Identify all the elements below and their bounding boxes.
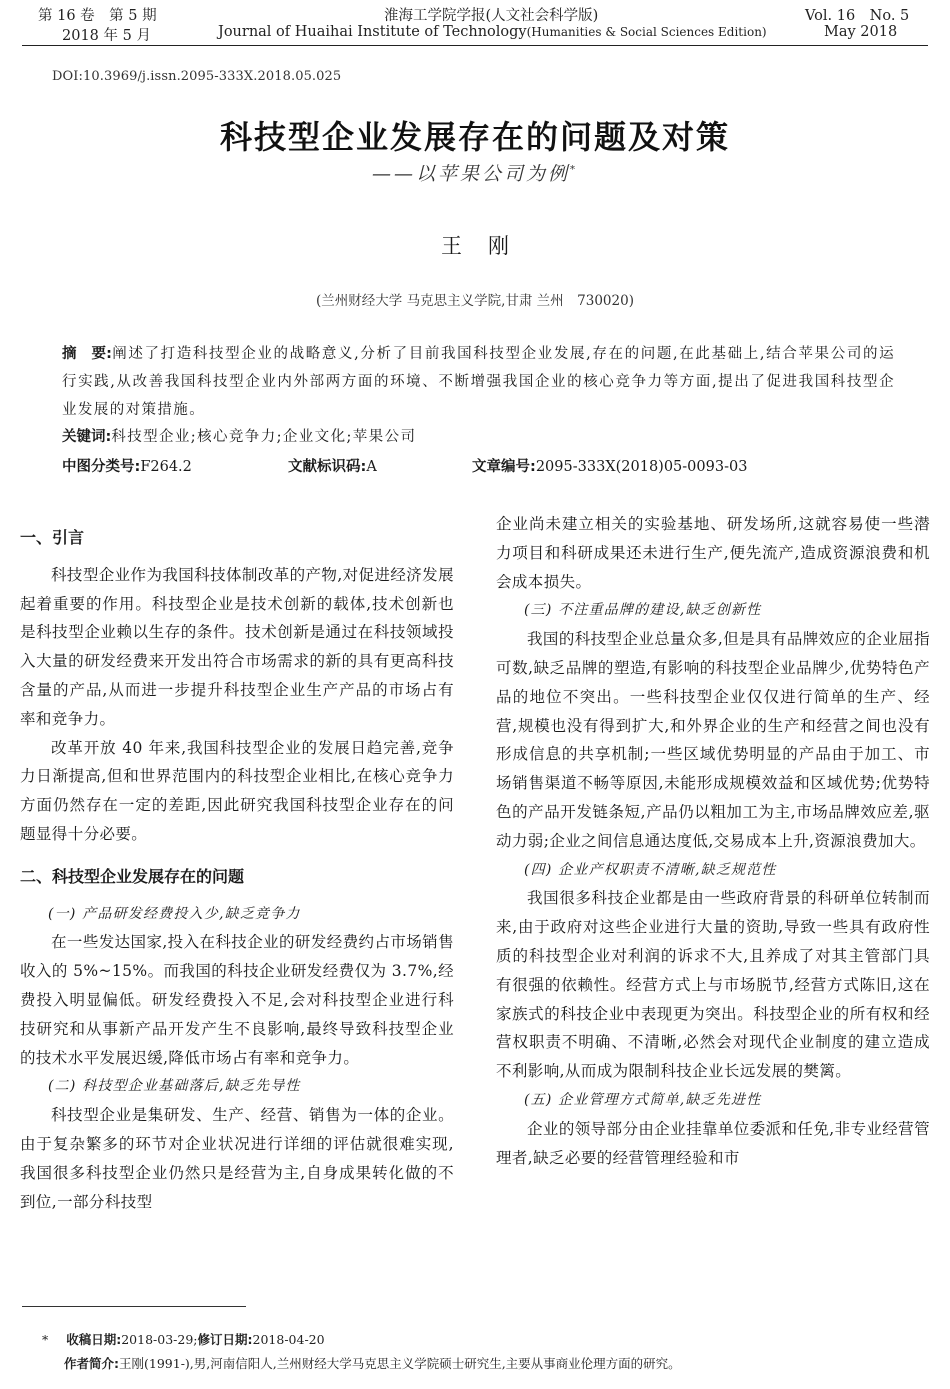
bio-label: 作者简介: bbox=[64, 1356, 119, 1371]
article-number-label: 文章编号: bbox=[472, 459, 536, 475]
subsection-heading: (五) 企业管理方式简单,缺乏先进性 bbox=[524, 1091, 762, 1108]
right-column bbox=[496, 510, 930, 1172]
footnote-rule bbox=[22, 1306, 246, 1307]
header-journal-cn: 淮海工学院学报(人文社会科学版) bbox=[384, 8, 599, 24]
header-journal-en bbox=[218, 24, 767, 40]
subsection-heading: (四) 企业产权职责不清晰,缺乏规范性 bbox=[524, 861, 777, 878]
footnote-star: * bbox=[42, 1332, 49, 1347]
paragraph: 改革开放 40 年来,我国科技型企业的发展日趋完善,竞争力日渐提高,但和世界范围内的科技型企业相比,在核心竞争力方面仍然存在一定的差距,因此研究我国科技型企业存在的问题显得十分必要。 bbox=[20, 738, 454, 843]
header-rule bbox=[22, 45, 928, 46]
paper-title: 科技型企业发展存在的问题及对策 bbox=[219, 118, 730, 156]
article-number bbox=[472, 455, 747, 476]
footnote-bio bbox=[64, 1354, 681, 1372]
clc-label: 中图分类号: bbox=[62, 459, 141, 475]
paper-subtitle bbox=[0, 159, 950, 186]
keywords-label: 关键词: bbox=[62, 429, 112, 445]
subtitle-text: ——以苹果公司为例 bbox=[371, 163, 570, 185]
paragraph: 企业尚未建立相关的实验基地、研发场所,这就容易使一些潜力项目和科研成果还未进行生产,便先流产,造成资源浪费和机会成本损失。 bbox=[496, 515, 930, 591]
abstract-text: 阐述了打造科技型企业的战略意义,分析了目前我国科技型企业发展,存在的问题,在此基础上,结合苹果公司的运行实践,从改善我国科技型企业内外部两方面的环境、不断增强我国企业的核心竞争力等方面,提出了促进我国科技型企业发展的对策措施。 bbox=[62, 346, 895, 418]
header-journal-en-main: Journal of Huaihai Institute of Technology bbox=[218, 24, 527, 40]
left-column bbox=[20, 524, 454, 1216]
paragraph: 科技型企业作为我国科技体制改革的产物,对促进经济发展起着重要的作用。科技型企业是技术创新的载体,技术创新也是科技型企业赖以生存的条件。技术创新是通过在科技领域投入大量的研发经费来开发出符合市场需求的新的具有更高科技含量的产品,从而进一步提升科技型企业生产产品的市场占有率和竞争力。 bbox=[20, 565, 454, 728]
section-heading-problems: 二、科技型企业发展存在的问题 bbox=[20, 866, 245, 886]
paragraph: 在一些发达国家,投入在科技企业的研发经费约占市场销售收入的 5%~15%。而我国的科技企业研发经费仅为 3.7%,经费投入明显偏低。研发经费投入不足,会对科技型企业进行科技研究和从事新产品开发产生不良影响,最终导致科技型企业的技术水平发展迟缓,降低市场占有率和竞争力。 bbox=[20, 933, 454, 1067]
article-number-value: 2095-333X(2018)05-0093-03 bbox=[535, 459, 748, 475]
paragraph: 我国很多科技企业都是由一些政府背景的科研单位转制而来,由于政府对这些企业进行大量的资助,导致一些具有政府性质的科技型企业对利润的诉求不大,且养成了对其主管部门具有很强的依赖性。经营方式上与市场脱节,经营方式陈旧,这在家族式的科技企业中表现更为突出。科技型企业的所有权和经营权职责不明确、不清晰,必然会对现代企业制度的建立造成不利影响,从而成为限制科技企业长远发展的樊篱。 bbox=[496, 889, 930, 1081]
paragraph: 我国的科技型企业总量众多,但是具有品牌效应的企业屈指可数,缺乏品牌的塑造,有影响的科技型企业品牌少,优势特色产品的地位不突出。一些科技型企业仅仅进行简单的生产、经营,规模也没有得到扩大,和外界企业的生产和经营之间也没有形成信息的共享机制;一些区域优势明显的产品由于加工、市场销售渠道不畅等原因,未能形成规模效益和区域优势;优势特色的产品开发链条短,产品仍以粗加工为主,市场品牌效应差,驱动力弱;企业之间信息通达度低,交易成本上升,资源浪费加大。 bbox=[496, 630, 930, 850]
revised-label: 修订日期: bbox=[197, 1332, 253, 1347]
subsection-heading: (三) 不注重品牌的建设,缺乏创新性 bbox=[524, 602, 762, 619]
clc-value: F264.2 bbox=[140, 459, 192, 475]
subsection-heading: (二) 科技型企业基础落后,缺乏先导性 bbox=[48, 1078, 301, 1095]
revised-date: 2018-04-20 bbox=[252, 1332, 325, 1347]
subsection-heading: (一) 产品研发经费投入少,缺乏竞争力 bbox=[48, 905, 301, 922]
received-label: 收稿日期: bbox=[66, 1332, 122, 1347]
keywords-text: 科技型企业;核心竞争力;企业文化;苹果公司 bbox=[111, 429, 417, 445]
header-journal-en-sub: (Humanities & Social Sciences Edition) bbox=[526, 25, 767, 39]
date-separator: ; bbox=[193, 1332, 198, 1347]
footnote-dates bbox=[42, 1330, 325, 1348]
header-vol-issue-en: Vol. 16 No. 5 bbox=[805, 8, 910, 24]
doc-code-label: 文献标识码: bbox=[288, 459, 367, 475]
abstract-label: 摘 要: bbox=[62, 346, 112, 362]
author-name: 王刚 bbox=[441, 234, 535, 258]
clc-number bbox=[62, 455, 192, 476]
bio-text: 王刚(1991-),男,河南信阳人,兰州财经大学马克思主义学院硕士研究生,主要从事商业伦理方面的研究。 bbox=[119, 1356, 681, 1371]
subtitle-footnote-mark: * bbox=[570, 164, 578, 176]
received-date: 2018-03-29 bbox=[121, 1332, 194, 1347]
paragraph: 科技型企业是集研发、生产、经营、销售为一体的企业。由于复杂繁多的环节对企业状况进行详细的评估就很难实现,我国很多科技型企业仍然只是经营为主,自身成果转化做的不到位,一部分科技型 bbox=[20, 1106, 454, 1211]
doc-code-value: A bbox=[366, 459, 377, 475]
keywords bbox=[62, 425, 416, 446]
header-date-en: May 2018 bbox=[824, 24, 898, 40]
section-heading-intro: 一、引言 bbox=[20, 528, 85, 547]
header-vol-issue: 第 16 卷 第 5 期 bbox=[38, 8, 157, 24]
abstract bbox=[62, 340, 895, 424]
paragraph: 企业的领导部分由企业挂靠单位委派和任免,非专业经营管理者,缺乏必要的经营管理经验和市 bbox=[496, 1119, 930, 1167]
doi: DOI:10.3969/j.issn.2095-333X.2018.05.025 bbox=[52, 69, 342, 84]
header-date-cn: 2018 年 5 月 bbox=[62, 28, 151, 44]
affiliation: (兰州财经大学 马克思主义学院,甘肃 兰州 730020) bbox=[316, 293, 634, 309]
doc-code bbox=[288, 455, 377, 476]
